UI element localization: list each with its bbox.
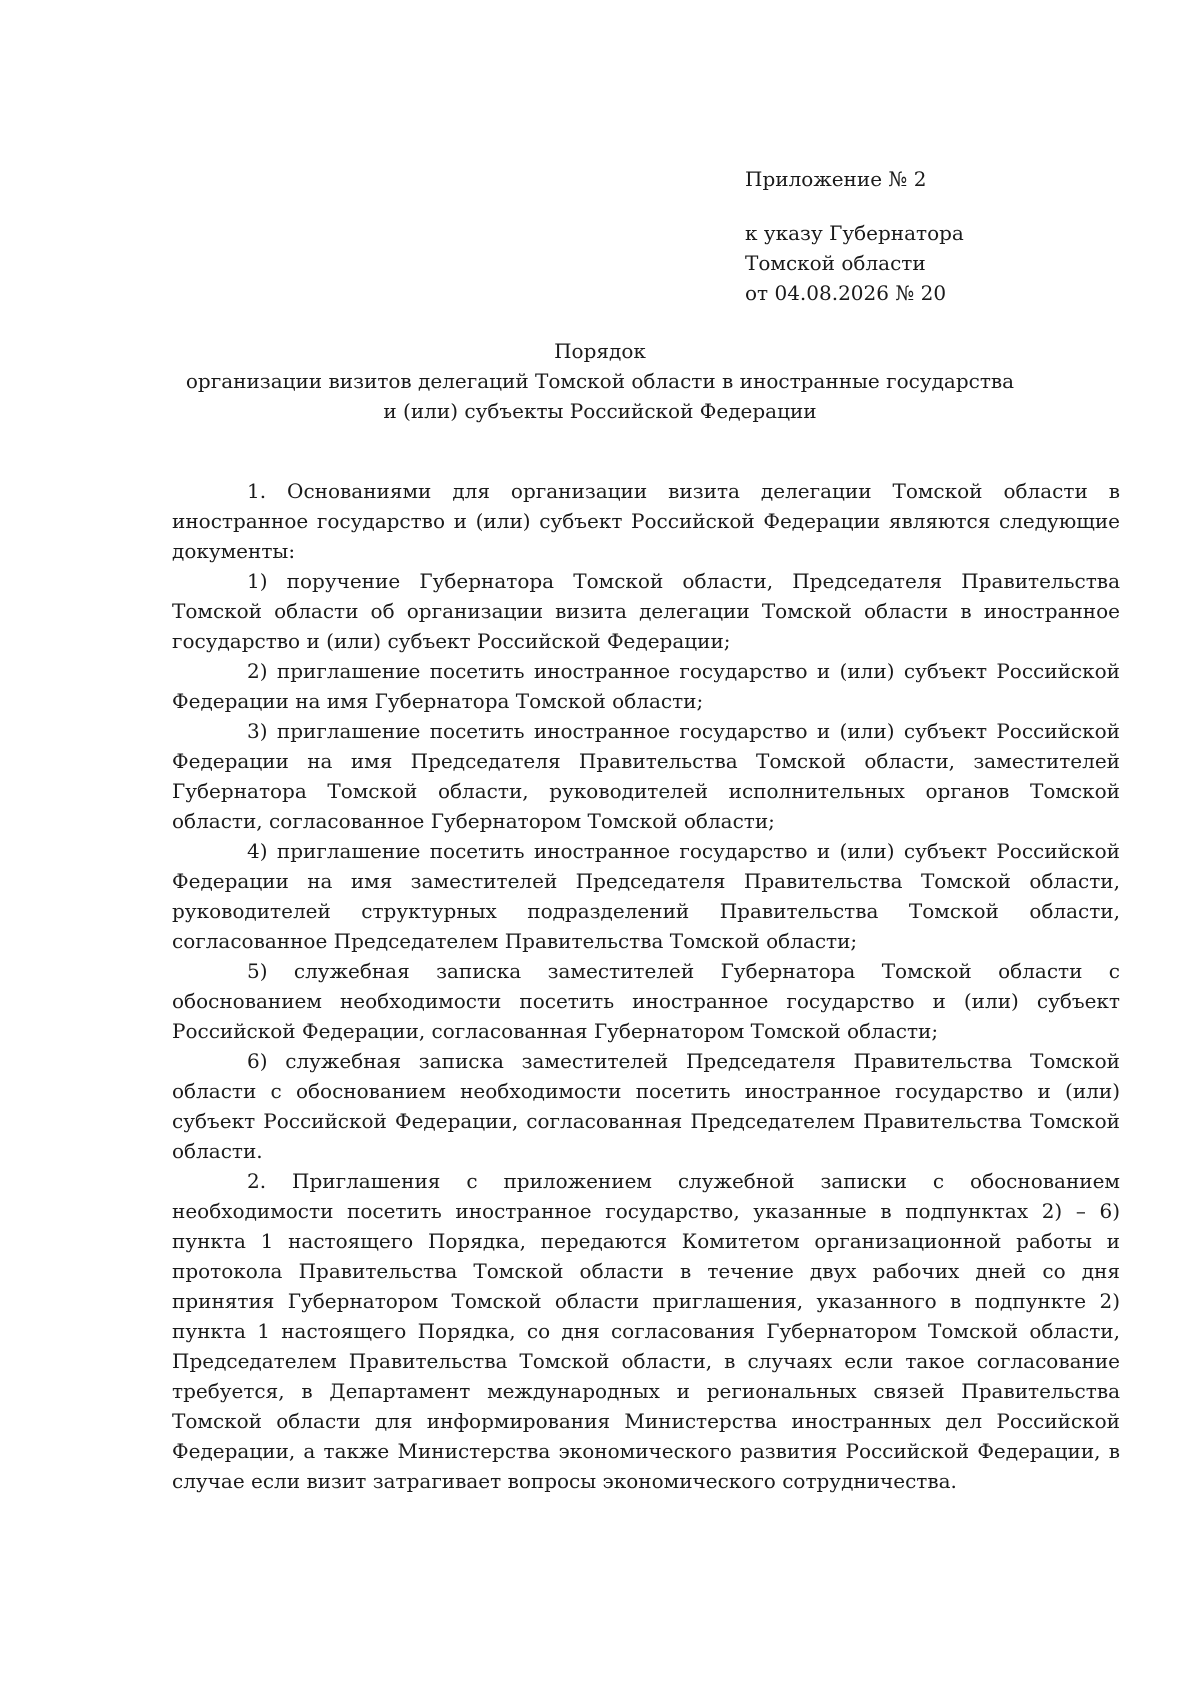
title-line-3: и (или) субъекты Российской Федерации (383, 399, 817, 423)
paragraph-1: 1. Основаниями для организации визита делегации Томской области в иностранное государство и (или) субъект Российской Федерации являются следующие документы: (172, 479, 1120, 563)
subparagraph-2: 2) приглашение посетить иностранное государство и (или) субъект Российской Федерации на имя Губернатора Томской области; (172, 659, 1120, 713)
appendix-number: Приложение № 2 (745, 167, 927, 191)
appendix-line-date: от 04.08.2026 № 20 (745, 281, 947, 305)
document-body (172, 476, 1120, 1496)
appendix-line-region: Томской области (745, 251, 926, 275)
subparagraph-5: 5) служебная записка заместителей Губернатора Томской области с обоснованием необходимости посетить иностранное государство и (или) субъект Российской Федерации, согласованная Губернатором Томской области; (172, 959, 1120, 1043)
subparagraph-3: 3) приглашение посетить иностранное государство и (или) субъект Российской Федерации на имя Председателя Правительства Томской области, заместителей Губернатора Томской области, руководителей исполнительных органов Томской области, согласованное Губернатором Томской области; (172, 719, 1120, 833)
appendix-block (745, 164, 1145, 308)
paragraph-2: 2. Приглашения с приложением служебной записки с обоснованием необходимости посетить иностранное государство, указанные в подпунктах 2) – 6) пункта 1 настоящего Порядка, передаются Комитетом организационной работы и протокола Правительства Томской области в течение двух рабочих дней со дня принятия Губернатором Томской области приглашения, указанного в подпункте 2) пункта 1 настоящего Порядка, со дня согласования Губернатором Томской области, Председателем Правительства Томской области, в случаях если такое согласование требуется, в Департамент международных и региональных связей Правительства Томской области для информирования Министерства иностранных дел Российской Федерации, а также Министерства экономического развития Российской Федерации, в случае если визит затрагивает вопросы экономического сотрудничества. (172, 1169, 1120, 1493)
appendix-line-decree: к указу Губернатора (745, 221, 964, 245)
title-line-2: организации визитов делегаций Томской области в иностранные государства (185, 369, 1015, 393)
subparagraph-1: 1) поручение Губернатора Томской области, Председателя Правительства Томской области об организации визита делегации Томской области в иностранное государство и (или) субъект Российской Федерации; (172, 569, 1120, 653)
title-line-1: Порядок (554, 339, 646, 363)
subparagraph-6: 6) служебная записка заместителей Председателя Правительства Томской области с обоснованием необходимости посетить иностранное государство и (или) субъект Российской Федерации, согласованная Председателем Правительства Томской области. (172, 1049, 1120, 1163)
subparagraph-4: 4) приглашение посетить иностранное государство и (или) субъект Российской Федерации на имя заместителей Председателя Правительства Томской области, руководителей структурных подразделений Правительства Томской области, согласованное Председателем Правительства Томской области; (172, 839, 1120, 953)
document-title (150, 336, 1050, 426)
